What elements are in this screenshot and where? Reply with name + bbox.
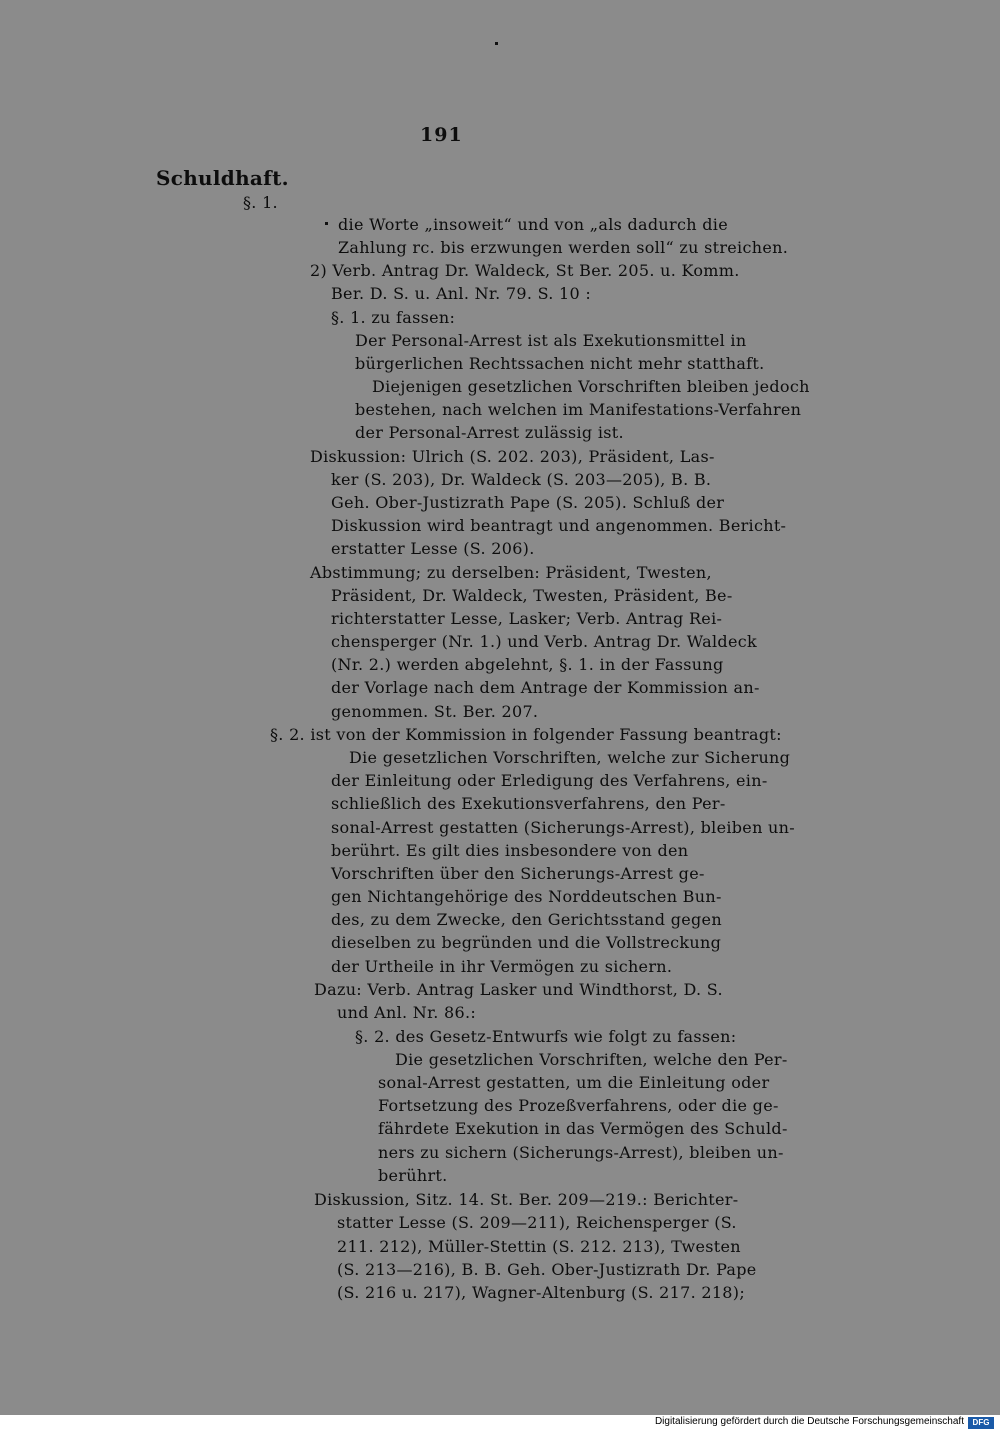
text-line: sonal-Arrest gestatten (Sicherungs-Arrest), bleiben un- — [331, 818, 795, 837]
text-line: Die gesetzlichen Vorschriften, welche den Per- — [395, 1050, 788, 1069]
text-line: schließlich des Exekutionsverfahrens, den Per- — [331, 794, 726, 813]
text-line: Die gesetzlichen Vorschriften, welche zur Sicherung — [349, 748, 791, 767]
text-line: der Urtheile in ihr Vermögen zu sichern. — [331, 957, 673, 976]
text-line: und Anl. Nr. 86.: — [337, 1003, 477, 1022]
text-line: Diejenigen gesetzlichen Vorschriften bleiben jedoch — [372, 377, 810, 396]
text-line: der Vorlage nach dem Antrage der Kommission an- — [331, 678, 760, 697]
footer-bar — [0, 1415, 1000, 1432]
text-line: §. 1. zu fassen: — [331, 308, 456, 327]
text-line: (S. 213—216), B. B. Geh. Ober-Justizrath Dr. Pape — [337, 1260, 757, 1279]
text-line: (S. 216 u. 217), Wagner-Altenburg (S. 217. 218); — [337, 1283, 746, 1302]
text-line: berührt. Es gilt dies insbesondere von den — [331, 841, 689, 860]
text-line: statter Lesse (S. 209—211), Reichensperger (S. — [337, 1213, 737, 1232]
text-line: 211. 212), Müller-Stettin (S. 212. 213), Twesten — [337, 1237, 741, 1256]
text-line: Diskussion: Ulrich (S. 202. 203), Präsident, Las- — [310, 447, 715, 466]
text-line: §. 2. ist von der Kommission in folgender Fassung beantragt: — [270, 725, 782, 744]
text-line: richterstatter Lesse, Lasker; Verb. Antrag Rei- — [331, 609, 723, 628]
text-line: der Personal-Arrest zulässig ist. — [355, 423, 624, 442]
speck-mark — [495, 42, 498, 45]
text-line: gen Nichtangehörige des Norddeutschen Bun- — [331, 887, 722, 906]
text-line: chensperger (Nr. 1.) und Verb. Antrag Dr. Waldeck — [331, 632, 757, 651]
text-line: des, zu dem Zwecke, den Gerichtsstand gegen — [331, 910, 722, 929]
text-line: erstatter Lesse (S. 206). — [331, 539, 535, 558]
text-line: Fortsetzung des Prozeßverfahrens, oder die ge- — [378, 1096, 779, 1115]
text-line: berührt. — [378, 1166, 448, 1185]
text-line: Geh. Ober-Justizrath Pape (S. 205). Schluß der — [331, 493, 725, 512]
text-line: genommen. St. Ber. 207. — [331, 702, 539, 721]
text-line: §. 2. des Gesetz-Entwurfs wie folgt zu fassen: — [355, 1027, 737, 1046]
text-line: sonal-Arrest gestatten, um die Einleitung oder — [378, 1073, 770, 1092]
text-line: bestehen, nach welchen im Manifestations-Verfahren — [355, 400, 802, 419]
text-line: bürgerlichen Rechtssachen nicht mehr statthaft. — [355, 354, 765, 373]
text-line: Der Personal-Arrest ist als Exekutionsmittel in — [355, 331, 747, 350]
text-line: Diskussion wird beantragt und angenommen. Bericht- — [331, 516, 787, 535]
text-line: §. 1. — [243, 193, 278, 212]
funding-credit: Digitalisierung gefördert durch die Deutsche Forschungsgemeinschaft — [654, 1416, 964, 1427]
text-line: der Einleitung oder Erledigung des Verfahrens, ein- — [331, 771, 768, 790]
text-line: Ber. D. S. u. Anl. Nr. 79. S. 10 : — [331, 284, 592, 303]
text-line: Abstimmung; zu derselben: Präsident, Twesten, — [310, 563, 712, 582]
text-line: Präsident, Dr. Waldeck, Twesten, Präsident, Be- — [331, 586, 733, 605]
text-line: fährdete Exekution in das Vermögen des Schuld- — [378, 1119, 788, 1138]
text-line: die Worte „insoweit“ und von „als dadurch die — [338, 215, 728, 234]
dfg-logo: DFG — [968, 1417, 994, 1429]
text-line: Dazu: Verb. Antrag Lasker und Windthorst, D. S. — [314, 980, 723, 999]
speck-mark — [325, 222, 328, 225]
text-line: Diskussion, Sitz. 14. St. Ber. 209—219.: Berichter- — [314, 1190, 739, 1209]
text-line: Zahlung rc. bis erzwungen werden soll“ zu streichen. — [338, 238, 789, 257]
text-line: 2) Verb. Antrag Dr. Waldeck, St Ber. 205. u. Komm. — [310, 261, 740, 280]
page-number: 191 — [420, 124, 463, 146]
text-line: (Nr. 2.) werden abgelehnt, §. 1. in der Fassung — [331, 655, 724, 674]
text-line: dieselben zu begründen und die Vollstreckung — [331, 933, 722, 952]
text-line: ker (S. 203), Dr. Waldeck (S. 203—205), B. B. — [331, 470, 712, 489]
section-heading: Schuldhaft. — [156, 166, 289, 190]
text-line: ners zu sichern (Sicherungs-Arrest), bleiben un- — [378, 1143, 784, 1162]
text-line: Vorschriften über den Sicherungs-Arrest ge- — [331, 864, 705, 883]
